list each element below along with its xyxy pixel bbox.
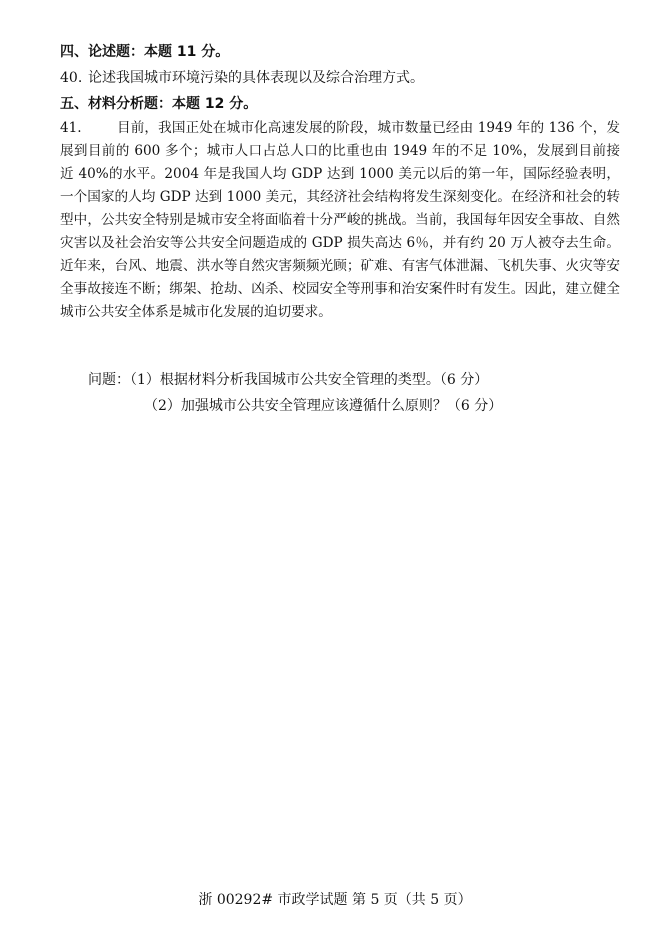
section-five-heading: 五、材料分析题：本题 12 分。 <box>60 96 258 112</box>
question-40-text: 论述我国城市环境污染的具体表现以及综合治理方式。 <box>88 70 424 86</box>
question-41-number: 41. <box>60 120 82 136</box>
sub-question-1-text: （1）根据材料分析我国城市公共安全管理的类型。（6 分） <box>130 372 489 388</box>
question-40-number: 40. <box>60 70 83 86</box>
question-41-material-text: 目前，我国正处在城市化高速发展的阶段，城市数量已经由 1949 年的 136 个，发展到目前的 600 多个；城市人口占总人口的比重也由 1949 年的不足 10%，发展到目前接近 40%的水平。2004 年是我国人均 GDP 达到 1000 美元以后的第一年，国际经验表明，一个国家的人均 GDP 达到 1000 美元，其经济社会结构将发生深刻变化。在经济和社会的转型中，公共安全特别是城市安全将面临着十分严峻的挑战。当前，我国每年因安全事故、自然灾害以及社会治安等公共安全问题造成的 GDP 损失高达 6％，并有约 20 万人被夺去生命。近年来，台风、地震、洪水等自然灾害频频光顾；矿难、有害气体泄漏、飞机失事、火灾等安全事故接连不断；绑架、抢劫、凶杀、校园安全等刑事和治安案件时有发生。因此，建立健全城市公共安全体系是城市化发展的迫切要求。 <box>60 120 620 320</box>
question-40 <box>60 68 424 88</box>
questions-prefix: 问题： <box>88 372 130 388</box>
question-41-sub-2: （2）加强城市公共安全管理应该遵循什么原则？（6 分） <box>144 398 503 414</box>
question-41-sub-1 <box>88 370 488 390</box>
question-41-material-block <box>60 117 620 324</box>
section-four-heading: 四、论述题：本题 11 分。 <box>60 44 230 60</box>
page-footer: 浙 00292# 市政学试题 第 5 页（共 5 页） <box>198 892 472 908</box>
